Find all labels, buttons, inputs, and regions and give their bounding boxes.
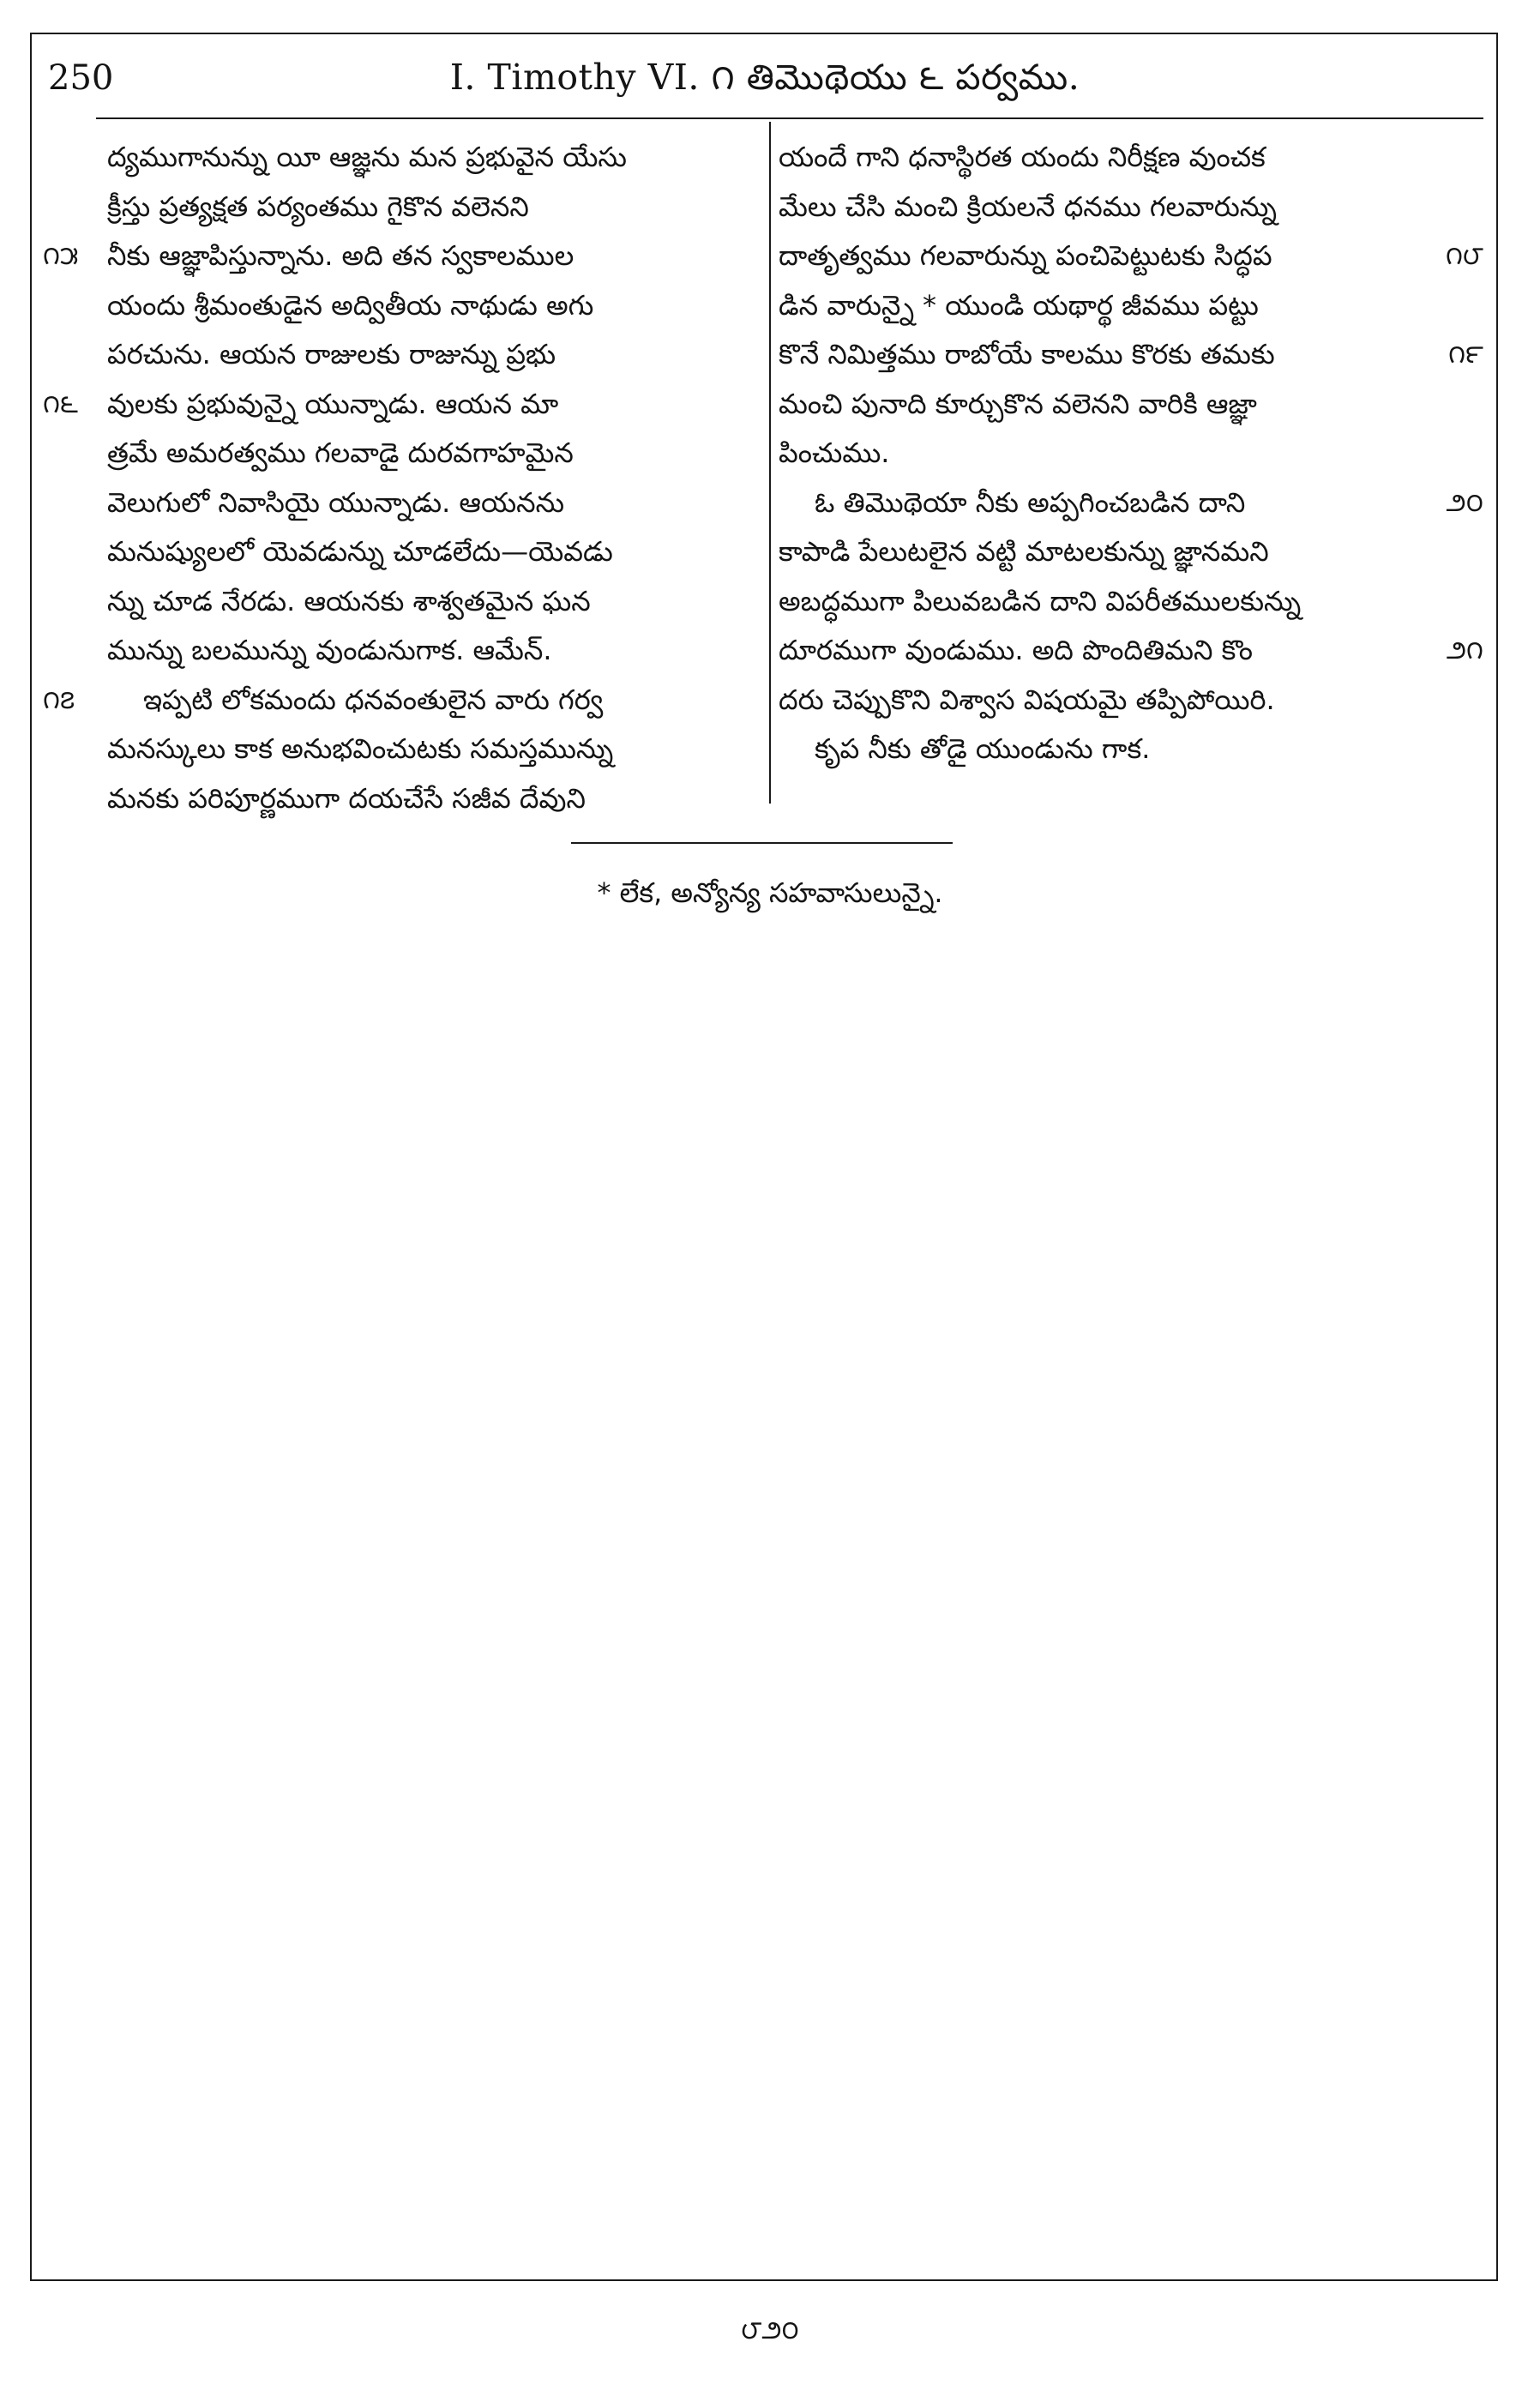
line-text: ద్యముగానున్ను యీ ఆజ్ఞను మన ప్రభువైన యేసు: [107, 141, 627, 173]
verse-number: ౧౮: [1445, 241, 1483, 271]
line-text: నీకు ఆజ్ఞాపిస్తున్నాను. అది తన స్వకాలముల: [107, 239, 574, 272]
text-line: [43, 380, 750, 430]
line-text: క్రీస్తు ప్రత్యక్షత పర్యంతము గైకొన వలెనని: [107, 190, 529, 223]
line-text: మున్ను బలమున్ను వుండునుగాక. ఆమేన్.: [107, 634, 552, 666]
text-line: [107, 183, 750, 232]
header-rule: [96, 117, 1483, 119]
text-line: [107, 133, 750, 183]
right-column: [779, 133, 1483, 774]
line-text: యందే గాని ధనాస్థిరత యందు నిరీక్షణ వుంచక: [779, 141, 1266, 173]
text-line: [779, 577, 1456, 627]
text-line: [779, 676, 1456, 725]
line-text: డిన వారున్నై * యుండి యథార్థ జీవము పట్టు: [779, 288, 1259, 322]
verse-number: ౧౬: [43, 388, 78, 419]
signature-mark: ౮౨౦: [741, 2315, 799, 2345]
line-text: యందు శ్రీమంతుడైన అద్వితీయ నాథుడు అగు: [107, 288, 594, 322]
text-line: [779, 133, 1456, 183]
line-text: కొనే నిమిత్తము రాబోయే కాలము కొరకు తమకు: [779, 338, 1275, 370]
footnote-rule: [571, 842, 953, 844]
text-line: [779, 626, 1483, 676]
text-line: [779, 183, 1456, 232]
column-divider: [769, 122, 771, 804]
line-text: త్రమే అమరత్వము గలవాడై దురవగాహమైన: [107, 436, 574, 469]
text-line: [779, 479, 1483, 528]
line-text: పించుము.: [779, 436, 890, 469]
text-line: [107, 527, 750, 577]
text-line: [107, 479, 750, 528]
verse-number: ౨౧: [1446, 635, 1483, 665]
page-number: 250: [48, 58, 114, 98]
text-line: [107, 330, 750, 380]
running-title: I. Timothy VI. ౧ తిమొథెయు ౬ పర్వము.: [449, 57, 1080, 98]
line-text: మనస్కులు కాక అనుభవించుటకు సమస్తమున్ను: [107, 732, 614, 765]
line-text: కృప నీకు తోడై యుండును గాక.: [815, 732, 1151, 765]
text-line: [107, 774, 750, 824]
line-text: కాపాడి పేలుటలైన వట్టి మాటలకున్ను జ్ఞానమని: [779, 535, 1269, 568]
text-line: [107, 429, 750, 479]
line-text: మేలు చేసి మంచి క్రియలనే ధనము గలవారున్ను: [779, 190, 1277, 223]
text-line: [779, 380, 1456, 430]
line-text: దరు చెప్పుకొని విశ్వాస విషయమై తప్పిపోయిరి.: [779, 683, 1275, 716]
text-line: [43, 676, 750, 725]
text-line: [43, 232, 750, 281]
line-text: ఇప్పటి లోకమందు ధనవంతులైన వారు గర్వ: [143, 683, 604, 716]
left-column: [43, 133, 750, 823]
line-text: వెలుగులో నివాసియై యున్నాడు. ఆయనను: [107, 485, 565, 519]
line-text: పరచును. ఆయన రాజులకు రాజున్ను ప్రభు: [107, 338, 556, 370]
text-line: [779, 330, 1483, 380]
line-text: దాతృత్వము గలవారున్ను పంచిపెట్టుటకు సిద్ధప: [779, 239, 1272, 272]
text-line: [107, 626, 750, 676]
text-line: [779, 232, 1483, 281]
verse-number: ౨౦: [1446, 487, 1483, 518]
line-text: ఓ తిమొథెయా నీకు అప్పగించబడిన దాని: [815, 485, 1246, 519]
page-header: [31, 33, 1499, 117]
verse-number: ౧౫: [43, 241, 79, 271]
footnote: * లేక, అన్యోన్య సహవాసులున్నై.: [597, 876, 943, 909]
text-line: [779, 725, 1456, 774]
text-line: [779, 281, 1456, 331]
text-line: [779, 429, 1456, 479]
line-text: అబద్ధముగా పిలువబడిన దాని విపరీతములకున్ను: [779, 584, 1302, 617]
line-text: మనుష్యులలో యెవడున్ను చూడలేదు—యెవడు: [107, 535, 613, 568]
verse-number: ౧౯: [1448, 340, 1483, 370]
text-line: [107, 281, 750, 331]
text-line: [779, 527, 1456, 577]
line-text: మనకు పరిపూర్ణముగా దయచేసే సజీవ దేవుని: [107, 781, 586, 815]
line-text: న్ను చూడ నేరడు. ఆయనకు శాశ్వతమైన ఘన: [107, 584, 591, 617]
text-line: [107, 725, 750, 774]
line-text: మంచి పునాది కూర్చుకొన వలెనని వారికి ఆజ్ఞా: [779, 387, 1257, 420]
text-line: [107, 577, 750, 627]
line-text: వులకు ప్రభువున్నై యున్నాడు. ఆయన మా: [107, 387, 559, 420]
verse-number: ౧౭: [43, 684, 75, 715]
line-text: దూరముగా వుండుము. అది పొందితిమని కొం: [779, 634, 1254, 666]
